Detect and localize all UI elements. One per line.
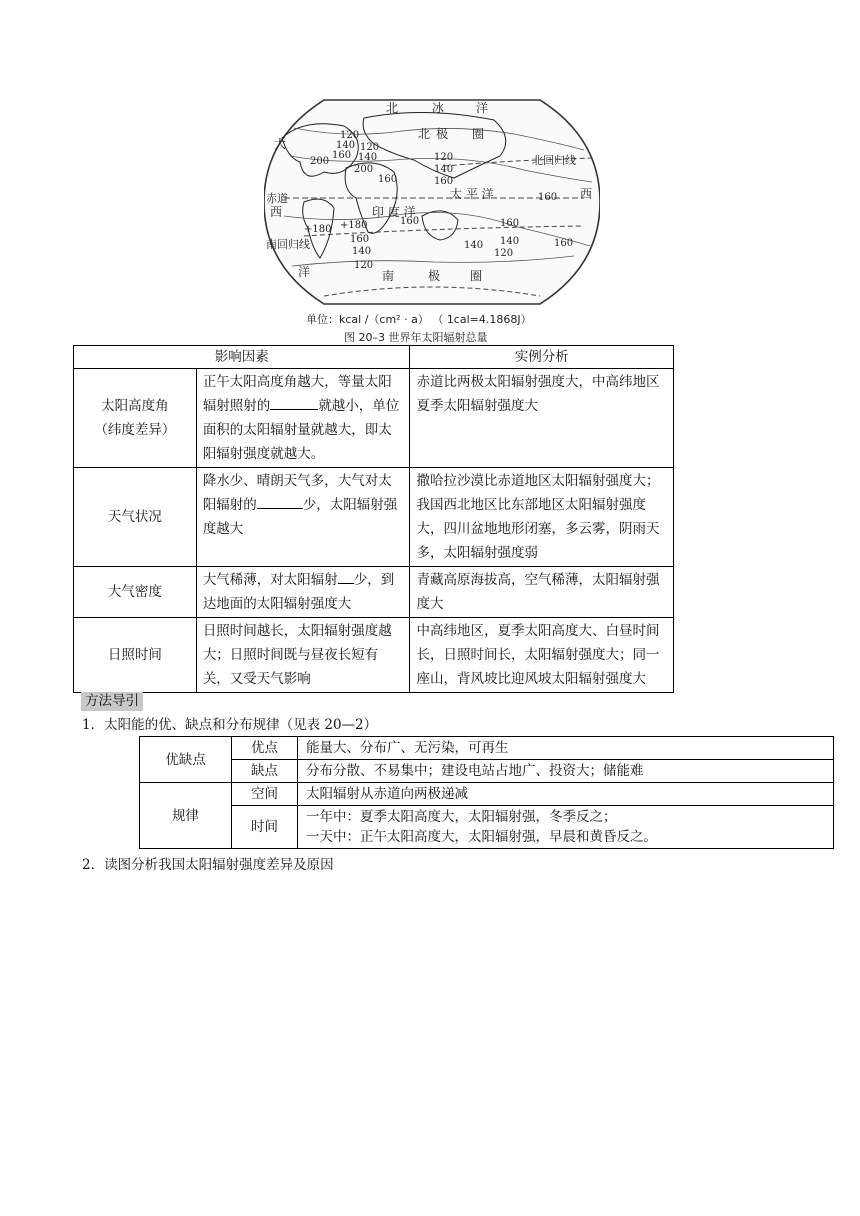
isoline-value: 120 [494,248,514,259]
map-label-tropic-cancer: 北回归线 [532,154,576,167]
header-factors: 影响因素 [74,346,410,369]
map-label-arctic-ji: 极 [436,127,449,141]
table-row [74,567,674,618]
group-cell-pattern: 规律 [140,783,232,849]
isoline-value: 140 [434,164,454,175]
map-label-antarctic-ji: 极 [428,269,441,283]
description-text: 降水少、晴朗天气多，大气对太阳辐射的 [202,473,392,513]
map-label-equator: 赤道 [266,192,288,205]
example-cell: 青藏高原海拔高，空气稀薄，太阳辐射强度大 [410,567,674,618]
table-row [140,806,834,849]
section-tag-method-guide: 方法导引 [81,692,143,711]
isoline-value: 120 [354,260,374,271]
point-1-heading: 1．太阳能的优、缺点和分布规律（见表 20—2） [82,717,378,733]
isoline-value: +180 [304,224,332,235]
map-label-atlantic-xi: 西 [270,205,283,219]
isoline-value: 160 [400,216,420,227]
isoline-value: 160 [538,192,558,203]
isoline-value: 140 [358,152,378,163]
example-cell: 中高纬地区，夏季太阳高度大、白昼时间长，日照时间长，太阳辐射强度大；同一座山，背风坡比迎风坡太阳辐射强度大 [410,618,674,693]
fill-blank[interactable] [257,493,303,509]
fill-blank[interactable] [270,394,318,410]
factors-table [73,345,674,693]
factor-cell: 大气密度 [74,567,197,618]
isoline-value: 140 [336,140,356,151]
isoline-value: 120 [434,152,454,163]
sub-cell: 时间 [232,806,298,849]
map-label-tropic-capricorn: 南回归线 [266,238,310,251]
content-cell: 能量大、分布广、无污染，可再生 [298,737,834,760]
map-unit-note: 单位：kcal /（cm² · a） （ 1cal=4.1868J） [306,313,532,326]
description-text: 少，太阳辐射强度越大 [202,497,398,537]
figure-caption: 图 20–3 世界年太阳辐射总量 [344,331,488,344]
description-cell [196,369,410,468]
map-label-antarctic-nan: 南 [382,269,395,283]
factor-sublabel: （纬度差异） [94,422,176,438]
map-label-arctic-bei: 北 [418,127,431,141]
map-label-indian-ocean: 印 度 洋 [372,205,416,219]
map-label-bing: 冰 [432,101,445,115]
description-cell: 日照时间越长，太阳辐射强度越大；日照时间既与昼夜长短有关，又受天气影响 [196,618,410,693]
solar-energy-table [139,736,834,849]
factor-cell: 天气状况 [74,468,197,567]
map-drawing [264,98,600,310]
map-label-atlantic-da: 大 [274,137,287,151]
isoline-value: 200 [310,156,330,167]
factor-cell [74,369,197,468]
isoline-value: 160 [434,176,454,187]
isoline-value: +180 [340,220,368,231]
content-cell [298,806,834,849]
isoline-value: 140 [352,246,372,257]
isoline-value: 160 [500,218,520,229]
header-examples: 实例分析 [410,346,674,369]
map-label-yang: 洋 [476,101,489,115]
table-row [140,737,834,760]
table-row [140,783,834,806]
description-cell [196,567,410,618]
isoline-value: 120 [360,142,380,153]
map-label-antarctic-quan: 圈 [470,269,483,283]
fill-blank[interactable] [338,568,354,584]
factor-cell: 日照时间 [74,618,197,693]
table-row [74,369,674,468]
sub-cell: 缺点 [232,760,298,783]
description-text: 少，到达地面的太阳辐射强度大 [202,572,395,612]
point-2-heading: 2．读图分析我国太阳辐射强度差异及原因 [82,857,334,873]
group-cell-pros-cons: 优缺点 [140,737,232,783]
factors-table-header-row [74,346,674,369]
isoline-value: 160 [332,150,352,161]
isoline-value: 160 [554,238,574,249]
map-label-right-xi: 西 [580,187,593,201]
map-label-atlantic-yang: 洋 [298,265,311,279]
content-line: 一年中：夏季太阳高度大，太阳辐射强，冬季反之； [306,809,617,825]
description-text: 就越小，单位面积的太阳辐射量就越大，即太阳辐射强度就越大。 [202,398,400,462]
table-row [74,468,674,567]
description-text: 大气稀薄，对太阳辐射 [202,572,338,588]
factor-label: 太阳高度角 [101,398,169,414]
content-line: 一天中：正午太阳高度大，太阳辐射强，早晨和黄昏反之。 [306,829,657,845]
isoline-value: 120 [340,130,360,141]
sub-cell: 优点 [232,737,298,760]
isoline-value: 160 [350,234,370,245]
table-row [74,618,674,693]
description-cell [196,468,410,567]
table-row [140,760,834,783]
content-cell: 太阳辐射从赤道向两极递减 [298,783,834,806]
map-label-pacific-ocean: 太 平 洋 [450,187,494,201]
map-label-bei: 北 [386,101,399,115]
isoline-value: 200 [354,164,374,175]
map-label-arctic-quan: 圈 [472,127,485,141]
content-cell: 分布分散、不易集中；建设电站占地广、投资大；储能难 [298,760,834,783]
isoline-value: 140 [500,236,520,247]
sub-cell: 空间 [232,783,298,806]
isoline-value: 140 [464,240,484,251]
example-cell: 赤道比两极太阳辐射强度大，中高纬地区夏季太阳辐射强度大 [410,369,674,468]
description-text: 正午太阳高度角越大，等量太阳辐射照射的 [202,374,392,414]
example-cell: 撒哈拉沙漠比赤道地区太阳辐射强度大；我国西北地区比东部地区太阳辐射强度大，四川盆地地形闭塞，多云雾，阴雨天多，太阳辐射强度弱 [410,468,674,567]
isoline-value: 160 [378,174,398,185]
